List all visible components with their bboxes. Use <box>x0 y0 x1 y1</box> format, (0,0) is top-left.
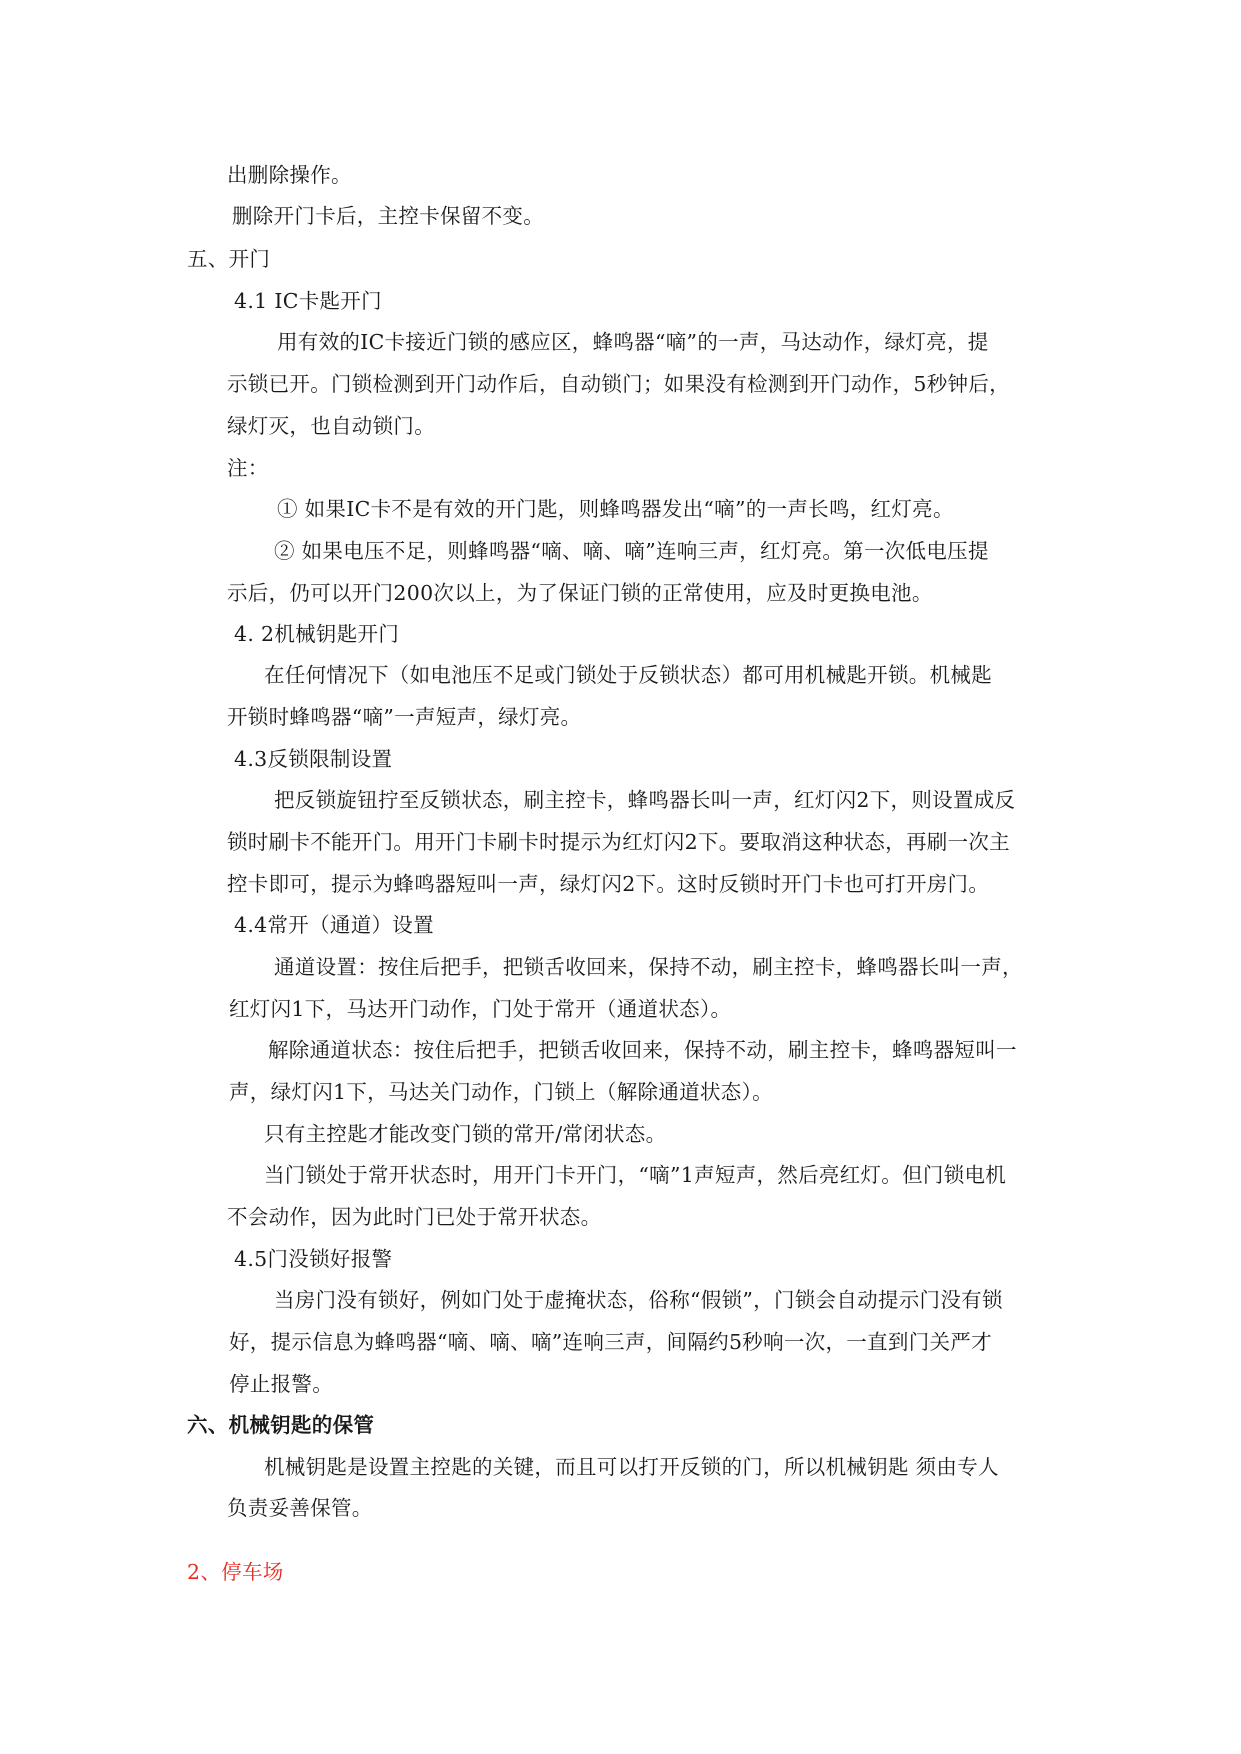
note-item: ① 如果IC卡不是有效的开门匙，则蜂鸣器发出“嘀”的一声长鸣，红灯亮。 <box>277 497 954 521</box>
text-line: 出删除操作。 <box>227 163 352 187</box>
text-line: 声，绿灯闪1下，马达关门动作，门锁上（解除通道状态）。 <box>229 1080 773 1104</box>
subsection-heading: 4.3反锁限制设置 <box>234 747 393 771</box>
text-line: 开锁时蜂鸣器“嘀”一声短声，绿灯亮。 <box>227 705 582 729</box>
text-line: 控卡即可，提示为蜂鸣器短叫一声，绿灯闪2下。这时反锁时开门卡也可打开房门。 <box>227 872 990 896</box>
text-line: 只有主控匙才能改变门锁的常开/常闭状态。 <box>264 1122 667 1146</box>
chapter-heading: 2、停车场 <box>187 1560 284 1584</box>
note-label: 注： <box>227 456 269 480</box>
text-line: 绿灯灭，也自动锁门。 <box>227 414 435 438</box>
text-line: 通道设置：按住后把手，把锁舌收回来，保持不动，刷主控卡，蜂鸣器长叫一声， <box>274 955 1023 979</box>
subsection-heading: 4.5门没锁好报警 <box>234 1247 393 1271</box>
text-line: 锁时刷卡不能开门。用开门卡刷卡时提示为红灯闪2下。要取消这种状态，再刷一次主 <box>227 830 1010 854</box>
text-line: 不会动作，因为此时门已处于常开状态。 <box>227 1205 602 1229</box>
text-line: 负责妥善保管。 <box>227 1496 373 1520</box>
subsection-heading: 4.1 IC卡匙开门 <box>234 289 382 313</box>
text-line: 在任何情况下（如电池压不足或门锁处于反锁状态）都可用机械匙开锁。机械匙 <box>264 663 992 687</box>
text-line: 机械钥匙是设置主控匙的关键，而且可以打开反锁的门，所以机械钥匙 须由专人 <box>264 1455 999 1479</box>
text-line: 解除通道状态：按住后把手，把锁舌收回来，保持不动，刷主控卡，蜂鸣器短叫一 <box>268 1038 1017 1062</box>
text-line: 当门锁处于常开状态时，用开门卡开门，“嘀”1声短声，然后亮红灯。但门锁电机 <box>264 1163 1007 1187</box>
text-line: 用有效的IC卡接近门锁的感应区，蜂鸣器“嘀”的一声，马达动作，绿灯亮，提 <box>277 330 989 354</box>
subsection-heading: 4. 2机械钥匙开门 <box>234 622 400 646</box>
text-line: 当房门没有锁好，例如门处于虚掩状态，俗称“假锁”，门锁会自动提示门没有锁 <box>274 1288 1003 1312</box>
text-line: 示锁已开。门锁检测到开门动作后，自动锁门；如果没有检测到开门动作，5秒钟后， <box>227 372 1010 396</box>
section-heading: 五、开门 <box>187 247 271 271</box>
text-line: 把反锁旋钮拧至反锁状态，刷主控卡，蜂鸣器长叫一声，红灯闪2下，则设置成反 <box>274 788 1016 812</box>
section-heading: 六、机械钥匙的保管 <box>187 1413 375 1437</box>
text-line: 停止报警。 <box>229 1372 333 1396</box>
text-line: 好，提示信息为蜂鸣器“嘀、嘀、嘀”连响三声，间隔约5秒响一次，一直到门关严才 <box>229 1330 992 1354</box>
note-item: ② 如果电压不足，则蜂鸣器“嘀、嘀、嘀”连响三声，红灯亮。第一次低电压提 <box>274 539 989 563</box>
subsection-heading: 4.4常开（通道）设置 <box>234 913 434 937</box>
text-line: 示后，仍可以开门200次以上，为了保证门锁的正常使用，应及时更换电池。 <box>227 581 933 605</box>
text-line: 删除开门卡后，主控卡保留不变。 <box>232 204 544 228</box>
text-line: 红灯闪1下，马达开门动作，门处于常开（通道状态）。 <box>229 997 732 1021</box>
